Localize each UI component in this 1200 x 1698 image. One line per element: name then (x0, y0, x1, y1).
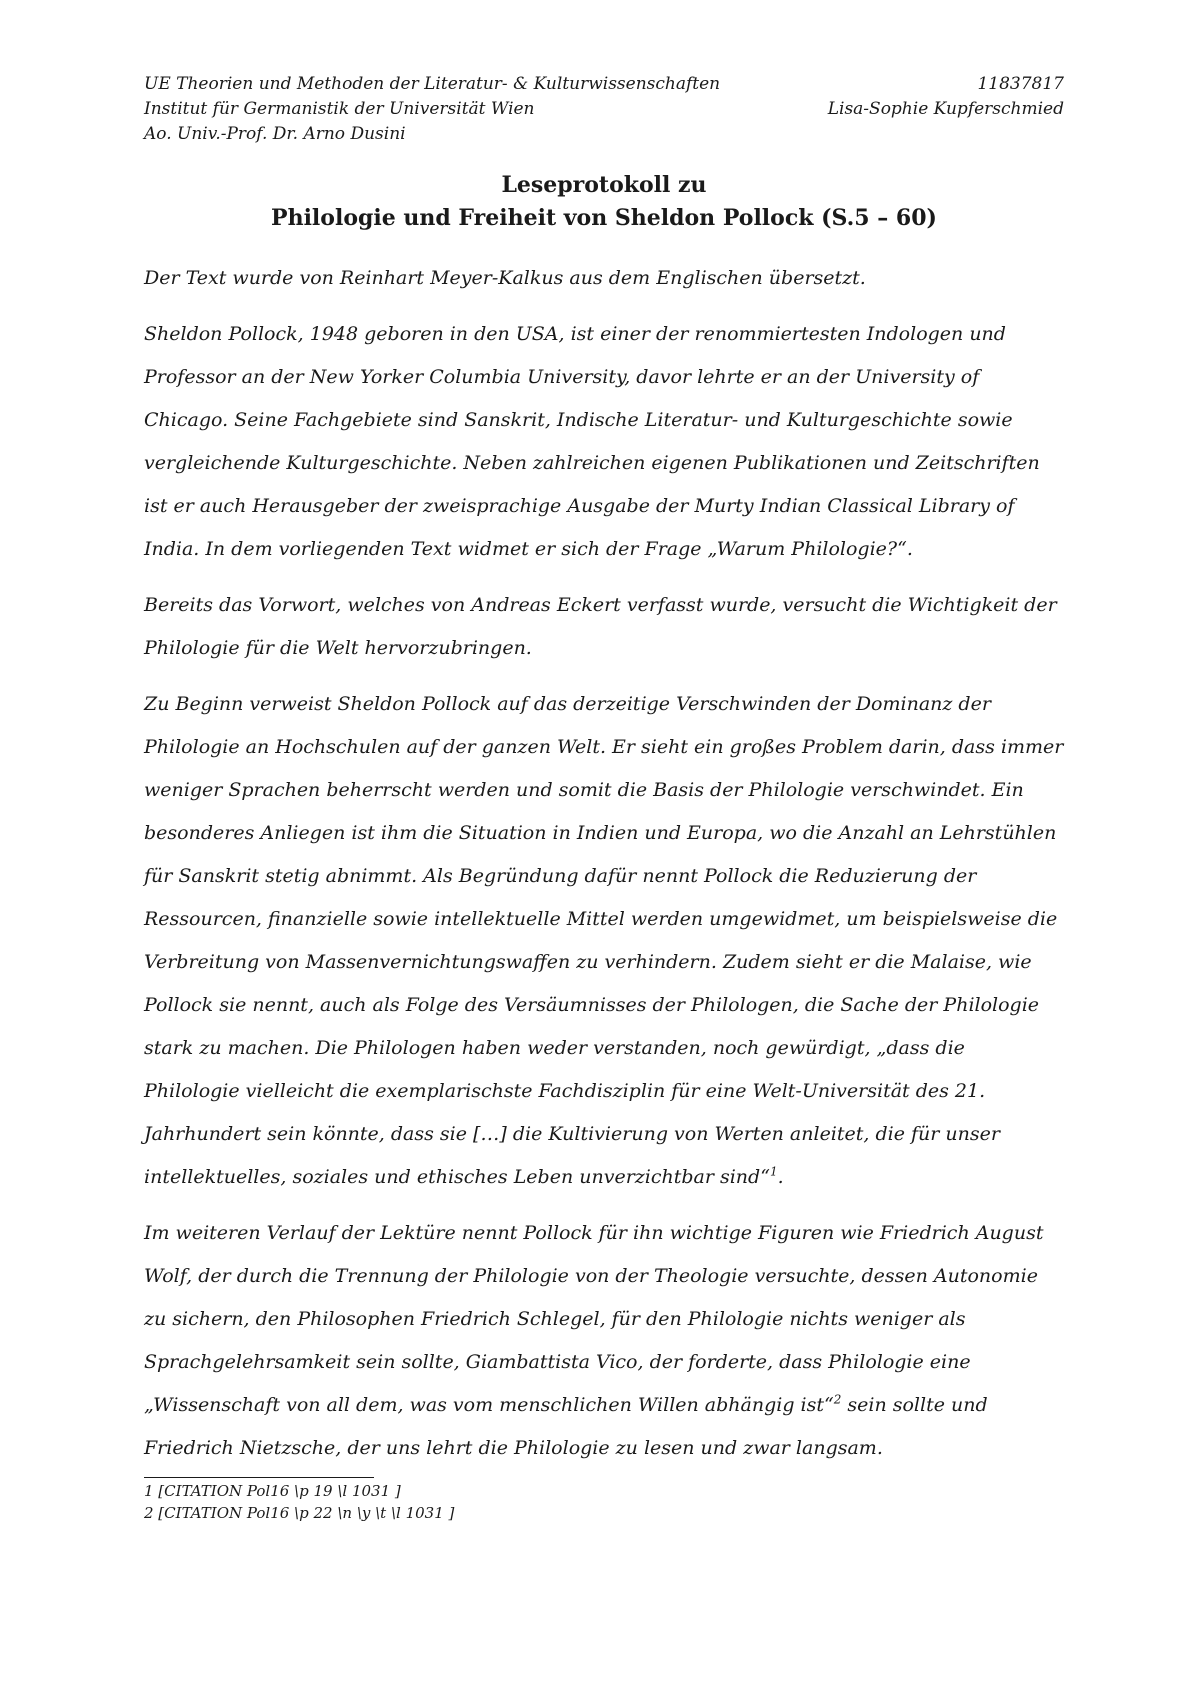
professor-name: Ao. Univ.-Prof. Dr. Arno Dusini (144, 124, 406, 144)
document-page (144, 72, 1064, 1524)
footnote-separator (144, 1477, 374, 1478)
institute-name: Institut für Germanistik der Universität Wien (144, 99, 535, 119)
document-header (144, 72, 1064, 147)
footnote-1: 1 [CITATION Pol16 \p 19 \l 1031 ] (144, 1482, 401, 1500)
header-row-2 (144, 97, 1064, 122)
author-name: Lisa-Sophie Kupferschmied (827, 99, 1064, 119)
paragraph-figures-end: sein sollte und Friedrich Nietzsche, der uns lehrt die Philologie zu lesen und zwar langsam. (144, 1394, 988, 1459)
footnote-ref-1[interactable]: 1 (769, 1164, 778, 1179)
student-id: 11837817 (977, 74, 1064, 94)
title-line-1: Leseprotokoll zu (501, 172, 707, 198)
footnotes (144, 1480, 1064, 1524)
title-line-2: Philologie und Freiheit von Sheldon Pollock (S.5 – 60) (271, 205, 937, 231)
header-row-1 (144, 72, 1064, 97)
paragraph-decline (144, 683, 1064, 1199)
header-row-3 (144, 122, 1064, 147)
document-body (144, 257, 1064, 1470)
paragraph-decline-end: . (777, 1166, 784, 1188)
paragraph-author-bio: Sheldon Pollock, 1948 geboren in den USA, ist einer der renommiertesten Indologen und Professor an der New Yorker Columbia University, davor lehrte er an der University of Chicago. Seine Fachgebiete sind Sanskrit, Indische Literatur- und Kulturgeschichte sowie vergleichende Kulturgeschichte. Neben zahlreichen eigenen Publikationen und Zeitschriften ist er auch Herausgeber der zweisprachige Ausgabe der Murty Indian Classical Library of India. In dem vorliegenden Text widmet er sich der Frage „Warum Philologie?“. (144, 323, 1040, 560)
paragraph-translation: Der Text wurde von Reinhart Meyer-Kalkus aus dem Englischen übersetzt. (144, 267, 866, 289)
paragraph-figures (144, 1212, 1064, 1470)
paragraph-foreword: Bereits das Vorwort, welches von Andreas Eckert verfasst wurde, versucht die Wichtigkeit der Philologie für die Welt hervorzubringen. (144, 594, 1057, 659)
footnote-2: 2 [CITATION Pol16 \p 22 \n \y \t \l 1031 ] (144, 1504, 455, 1522)
footnote-ref-2[interactable]: 2 (833, 1392, 842, 1407)
course-name: UE Theorien und Methoden der Literatur- & Kulturwissenschaften (144, 74, 721, 94)
document-title (144, 169, 1064, 235)
paragraph-decline-text: Zu Beginn verweist Sheldon Pollock auf das derzeitige Verschwinden der Dominanz der Philologie an Hochschulen auf der ganzen Welt. Er sieht ein großes Problem darin, dass immer weniger Sprachen beherrscht werden und somit die Basis der Philologie verschwindet. Ein besonderes Anliegen ist ihm die Situation in Indien und Europa, wo die Anzahl an Lehrstühlen für Sanskrit stetig abnimmt. Als Begründung dafür nennt Pollock die Reduzierung der Ressourcen, finanzielle sowie intellektuelle Mittel werden umgewidmet, um beispielsweise die Verbreitung von Massenvernichtungswaffen zu verhindern. Zudem sieht er die Malaise, wie Pollock sie nennt, auch als Folge des Versäumnisses der Philologen, die Sache der Philologie stark zu machen. Die Philologen haben weder verstanden, noch gewürdigt, „dass die Philologie vielleicht die exemplarischste Fachdisziplin für eine Welt-Universität des 21. Jahrhundert sein könnte, dass sie […] die Kultivierung von Werten anleitet, die für unser intellektuelles, soziales und ethisches Leben unverzichtbar sind“ (144, 693, 1064, 1188)
paragraph-figures-text: Im weiteren Verlauf der Lektüre nennt Pollock für ihn wichtige Figuren wie Friedrich August Wolf, der durch die Trennung der Philologie von der Theologie versuchte, dessen Autonomie zu sichern, den Philosophen Friedrich Schlegel, für den Philologie nichts weniger als Sprachgelehrsamkeit sein sollte, Giambattista Vico, der forderte, dass Philologie eine „Wissenschaft von all dem, was vom menschlichen Willen abhängig ist“ (144, 1222, 1044, 1416)
